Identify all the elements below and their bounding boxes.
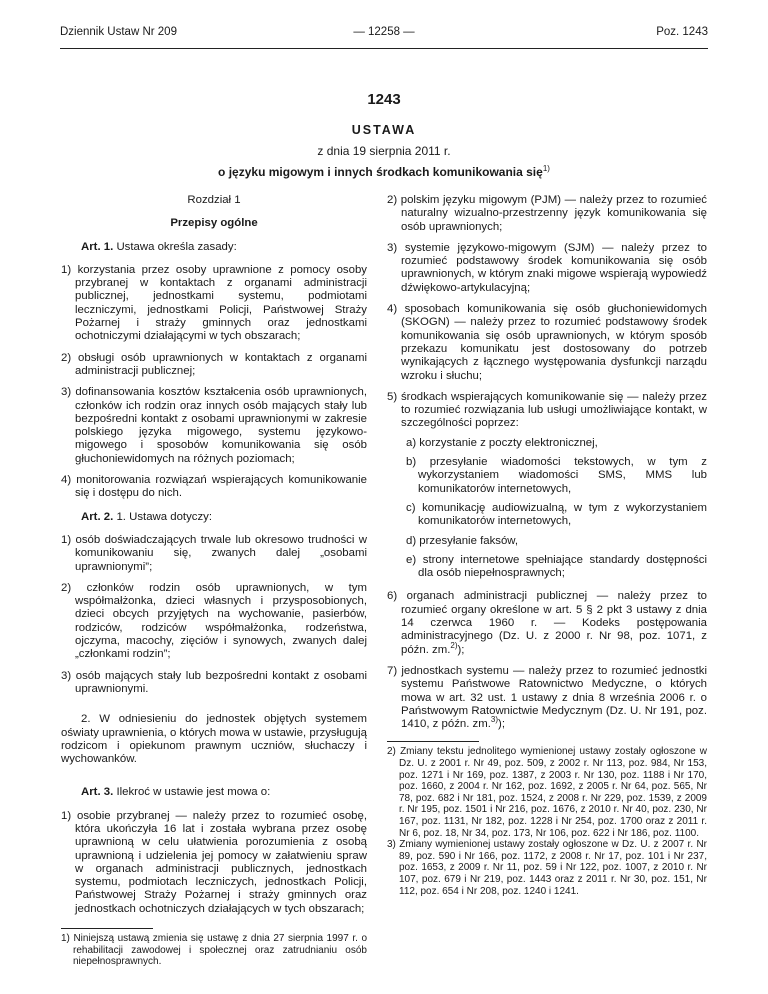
art3-intro-text: Ilekroć w ustawie jest mowa o: <box>116 786 271 799</box>
footnote-2-text: Zmiany tekstu jednolitego wymienionej ustawy zostały ogłoszone w Dz. U. z 2001 r. Nr 49, poz. 509, z 2002 r. Nr 113, poz. 984, Nr 153, poz. 1271 i Nr 169, poz. 1387, z 2003 r. Nr 130, poz. 1188 i Nr 170, poz. 1660, z 2004 r. Nr 162, poz. 1692, z 2005 r. Nr 64, poz. 565, Nr 78, poz. 682 i Nr 181, poz. 1524, z 2008 r. Nr 229, poz. 1539, z 2009 r. Nr 195, poz. 1501 i Nr 216, poz. 1676, z 2010 r. Nr 40, poz. 230, Nr 167, poz. 1131, Nr 182, poz. 1228 i Nr 254, poz. 1700 oraz z 2011 r. Nr 6, poz. 18, Nr 34, poz. 173, Nr 106, poz. 622 i Nr 186, poz. 1100. <box>399 746 708 839</box>
footnote-2 <box>387 746 707 839</box>
art3-item-7-text: 7) jednostkach systemu — należy przez to rozumieć jednostki systemu Państwowe Ratownictwo Medyczne, o których mowa w art. 32 ust. 1 ustawy z dnia 8 września 2006 r. o Państwowym Ratownictwie Medycznym (Dz. U. Nr 191, poz. 1410, z późn. zm. <box>387 664 707 731</box>
chapter-name: Przepisy ogólne <box>170 217 258 230</box>
footnote-rule-right <box>387 741 479 742</box>
act-type: USTAWA <box>351 123 417 137</box>
art3-intro <box>61 786 367 799</box>
art3-item-5: 5) środkach wspierających komunikowanie się — należy przez to rozumieć rozwiązania lub usługi umożliwiające kontakt, w szczególności poprzez: <box>387 390 707 430</box>
art2-item-3: 3) osób mających stały lub bezpośredni kontakt z osobami uprawnionymi. <box>61 669 367 695</box>
art3-item-6-text: 6) organach administracji publicznej — należy przez to rozumieć organy określone w art. 5 § 2 pkt 3 ustawy z dnia 14 czerwca 1960 r. — Kodeks postępowania administracyjnego (Dz. U. z 2000 r. Nr 98, poz. 1071, z późn. zm. <box>387 590 707 656</box>
art3-subitem-c: c) komunikację audiowizualną, w tym z wykorzystaniem komunikatorów internetowych, <box>406 501 707 528</box>
left-column <box>61 194 367 968</box>
journal-name: Dziennik Ustaw Nr 209 <box>60 26 177 38</box>
art2-item-2: 2) członków rodzin osób uprawnionych, w tym współmałżonka, dzieci własnych i przysposobionych, dzieci obcych przyjętych na wychowanie, pasierbów, rodziców, rodziców współmałżonka, rodzeństwa, ojczyma, macochy, zięciów i synowych, zwanych dalej „członkami rodzin”; <box>61 581 367 661</box>
art3-item-6 <box>387 590 707 656</box>
art3-item-6-end: ); <box>457 643 465 656</box>
footnote-ref-1: 1) <box>542 164 550 173</box>
chapter-title: Rozdział 1 <box>187 194 241 206</box>
footnote-3-mark: 3) <box>387 839 396 851</box>
art3-item-4: 4) sposobach komunikowania się osób głuchoniewidomych (SKOGN) — należy przez to rozumieć podstawowy środek komunikowania się osób uprawnionych, w którym sposób przekazu komunikatu jest dostosowany do potrzeb wynikających z łącznego występowania dysfunkcji narządu wzroku i słuchu; <box>387 303 707 382</box>
footnote-1-text: Niniejszą ustawą zmienia się ustawę z dnia 27 sierpnia 1997 r. o rehabilitacji zawodowej i społecznej oraz zatrudnianiu osób niepełnosprawnych. <box>73 933 368 968</box>
art2-intro <box>61 511 367 524</box>
act-subject-text: o języku migowym i innych środkach komunikowania się <box>218 165 543 179</box>
footnote-1 <box>61 933 367 968</box>
art3-item-7 <box>387 665 707 731</box>
footnote-3 <box>387 839 707 897</box>
art3-subitem-b: b) przesyłanie wiadomości tekstowych, w tym z wykorzystaniem wiadomości SMS, MMS lub komunikatorów internetowych, <box>406 456 707 495</box>
footnote-rule <box>61 928 153 929</box>
art3-subitem-e: e) strony internetowe spełniające standardy dostępności dla osób niepełnosprawnych; <box>406 553 707 580</box>
art1-item-4: 4) monitorowania rozwiązań wspierających komunikowanie się i dostępu do nich. <box>61 474 367 500</box>
footnote-ref-3: 3) <box>490 715 499 725</box>
position-number: 1243 <box>367 91 401 108</box>
art3-item-2: 2) polskim języku migowym (PJM) — należy przez to rozumieć naturalny wizualno-przestrzenny język komunikowania się osób uprawnionych; <box>387 194 707 233</box>
art1-item-1: 1) korzystania przez osoby uprawnione z pomocy osoby przybranej w kontaktach z organami administracji publicznej, jednostkami systemu, podmiotami leczniczymi, jednostkami Policji, Państwowej Straży Pożarnej i straży gminnych oraz jednostkami ochotniczymi działającymi w tych obszarach; <box>61 263 367 343</box>
page-header <box>60 26 708 44</box>
art3-item-7-end: ); <box>498 718 506 731</box>
art3-item-1: 1) osobie przybranej — należy przez to rozumieć osobę, która ukończyła 16 lat i została wybrana przez osobę uprawnioną w celu ułatwienia porozumienia z osobą uprawnioną i udzielenia jej pomocy w załatwieniu spraw w organach administracji publicznych, jednostkach systemu, podmiotach leczniczych, jednostkach Policji, Państwowej Straży Pożarnej i straży gminnych oraz jednostkach ochotniczych działających w tych obszarach; <box>61 809 367 915</box>
art2-intro-text: 1. Ustawa dotyczy: <box>116 510 213 523</box>
art1-intro <box>61 241 367 254</box>
right-column <box>387 194 707 897</box>
art1-item-3: 3) dofinansowania kosztów kształcenia osób uprawnionych, członków ich rodzin oraz innych osób mających stały lub bezpośredni kontakt z osobami uprawnionymi w zakresie polskiego języka migowego, systemu językowo-migowego i sposobów komunikowania się osób głuchoniewidomych na różnych poziomach; <box>61 386 367 465</box>
position-ref: Poz. 1243 <box>656 26 708 38</box>
footnote-1-mark: 1) <box>61 933 70 945</box>
act-subject <box>0 165 768 179</box>
page-number: — 12258 — <box>353 26 415 38</box>
art3-item-3: 3) systemie językowo-migowym (SJM) — należy przez to rozumieć podstawowy środek komunikowania się osób uprawnionych, w którym znaki migowe wspierają wypowiedź dźwiękowo-artykulacyjną; <box>387 241 707 294</box>
footnote-2-mark: 2) <box>387 746 396 758</box>
footnote-ref-2: 2) <box>450 640 458 650</box>
art3-subitem-d: d) przesyłanie faksów, <box>406 534 519 547</box>
art1-label: Art. 1. <box>81 240 114 253</box>
header-rule <box>60 48 708 49</box>
art2-para-2: 2. W odniesieniu do jednostek objętych systemem oświaty uprawnienia, o których mowa w ustawie, przysługują rodzicom i opiekunom prawnym uczniów, słuchaczy i wychowanków. <box>61 713 367 766</box>
art2-item-1: 1) osób doświadczających trwale lub okresowo trudności w komunikowaniu się, zwanych dalej „osobami uprawnionymi”; <box>61 533 367 573</box>
footnote-3-text: Zmiany wymienionej ustawy zostały ogłoszone w Dz. U. z 2007 r. Nr 89, poz. 590 i Nr 166, poz. 1172, z 2008 r. Nr 17, poz. 101 i Nr 237, poz. 1653, z 2009 r. Nr 11, poz. 59 i Nr 122, poz. 1007, z 2010 r. Nr 107, poz. 679 i Nr 219, poz. 1443 oraz z 2011 r. Nr 30, poz. 151, Nr 112, poz. 654 i Nr 208, poz. 1240 i 1241. <box>399 839 707 897</box>
art1-item-2: 2) obsługi osób uprawnionych w kontaktach z organami administracji publicznej; <box>61 351 367 377</box>
art2-label: Art. 2. <box>81 510 114 523</box>
act-date: z dnia 19 sierpnia 2011 r. <box>317 144 451 158</box>
art1-intro-text: Ustawa określa zasady: <box>116 240 237 253</box>
art3-label: Art. 3. <box>81 786 114 799</box>
art3-subitem-a: a) korzystanie z poczty elektronicznej, <box>406 436 598 449</box>
